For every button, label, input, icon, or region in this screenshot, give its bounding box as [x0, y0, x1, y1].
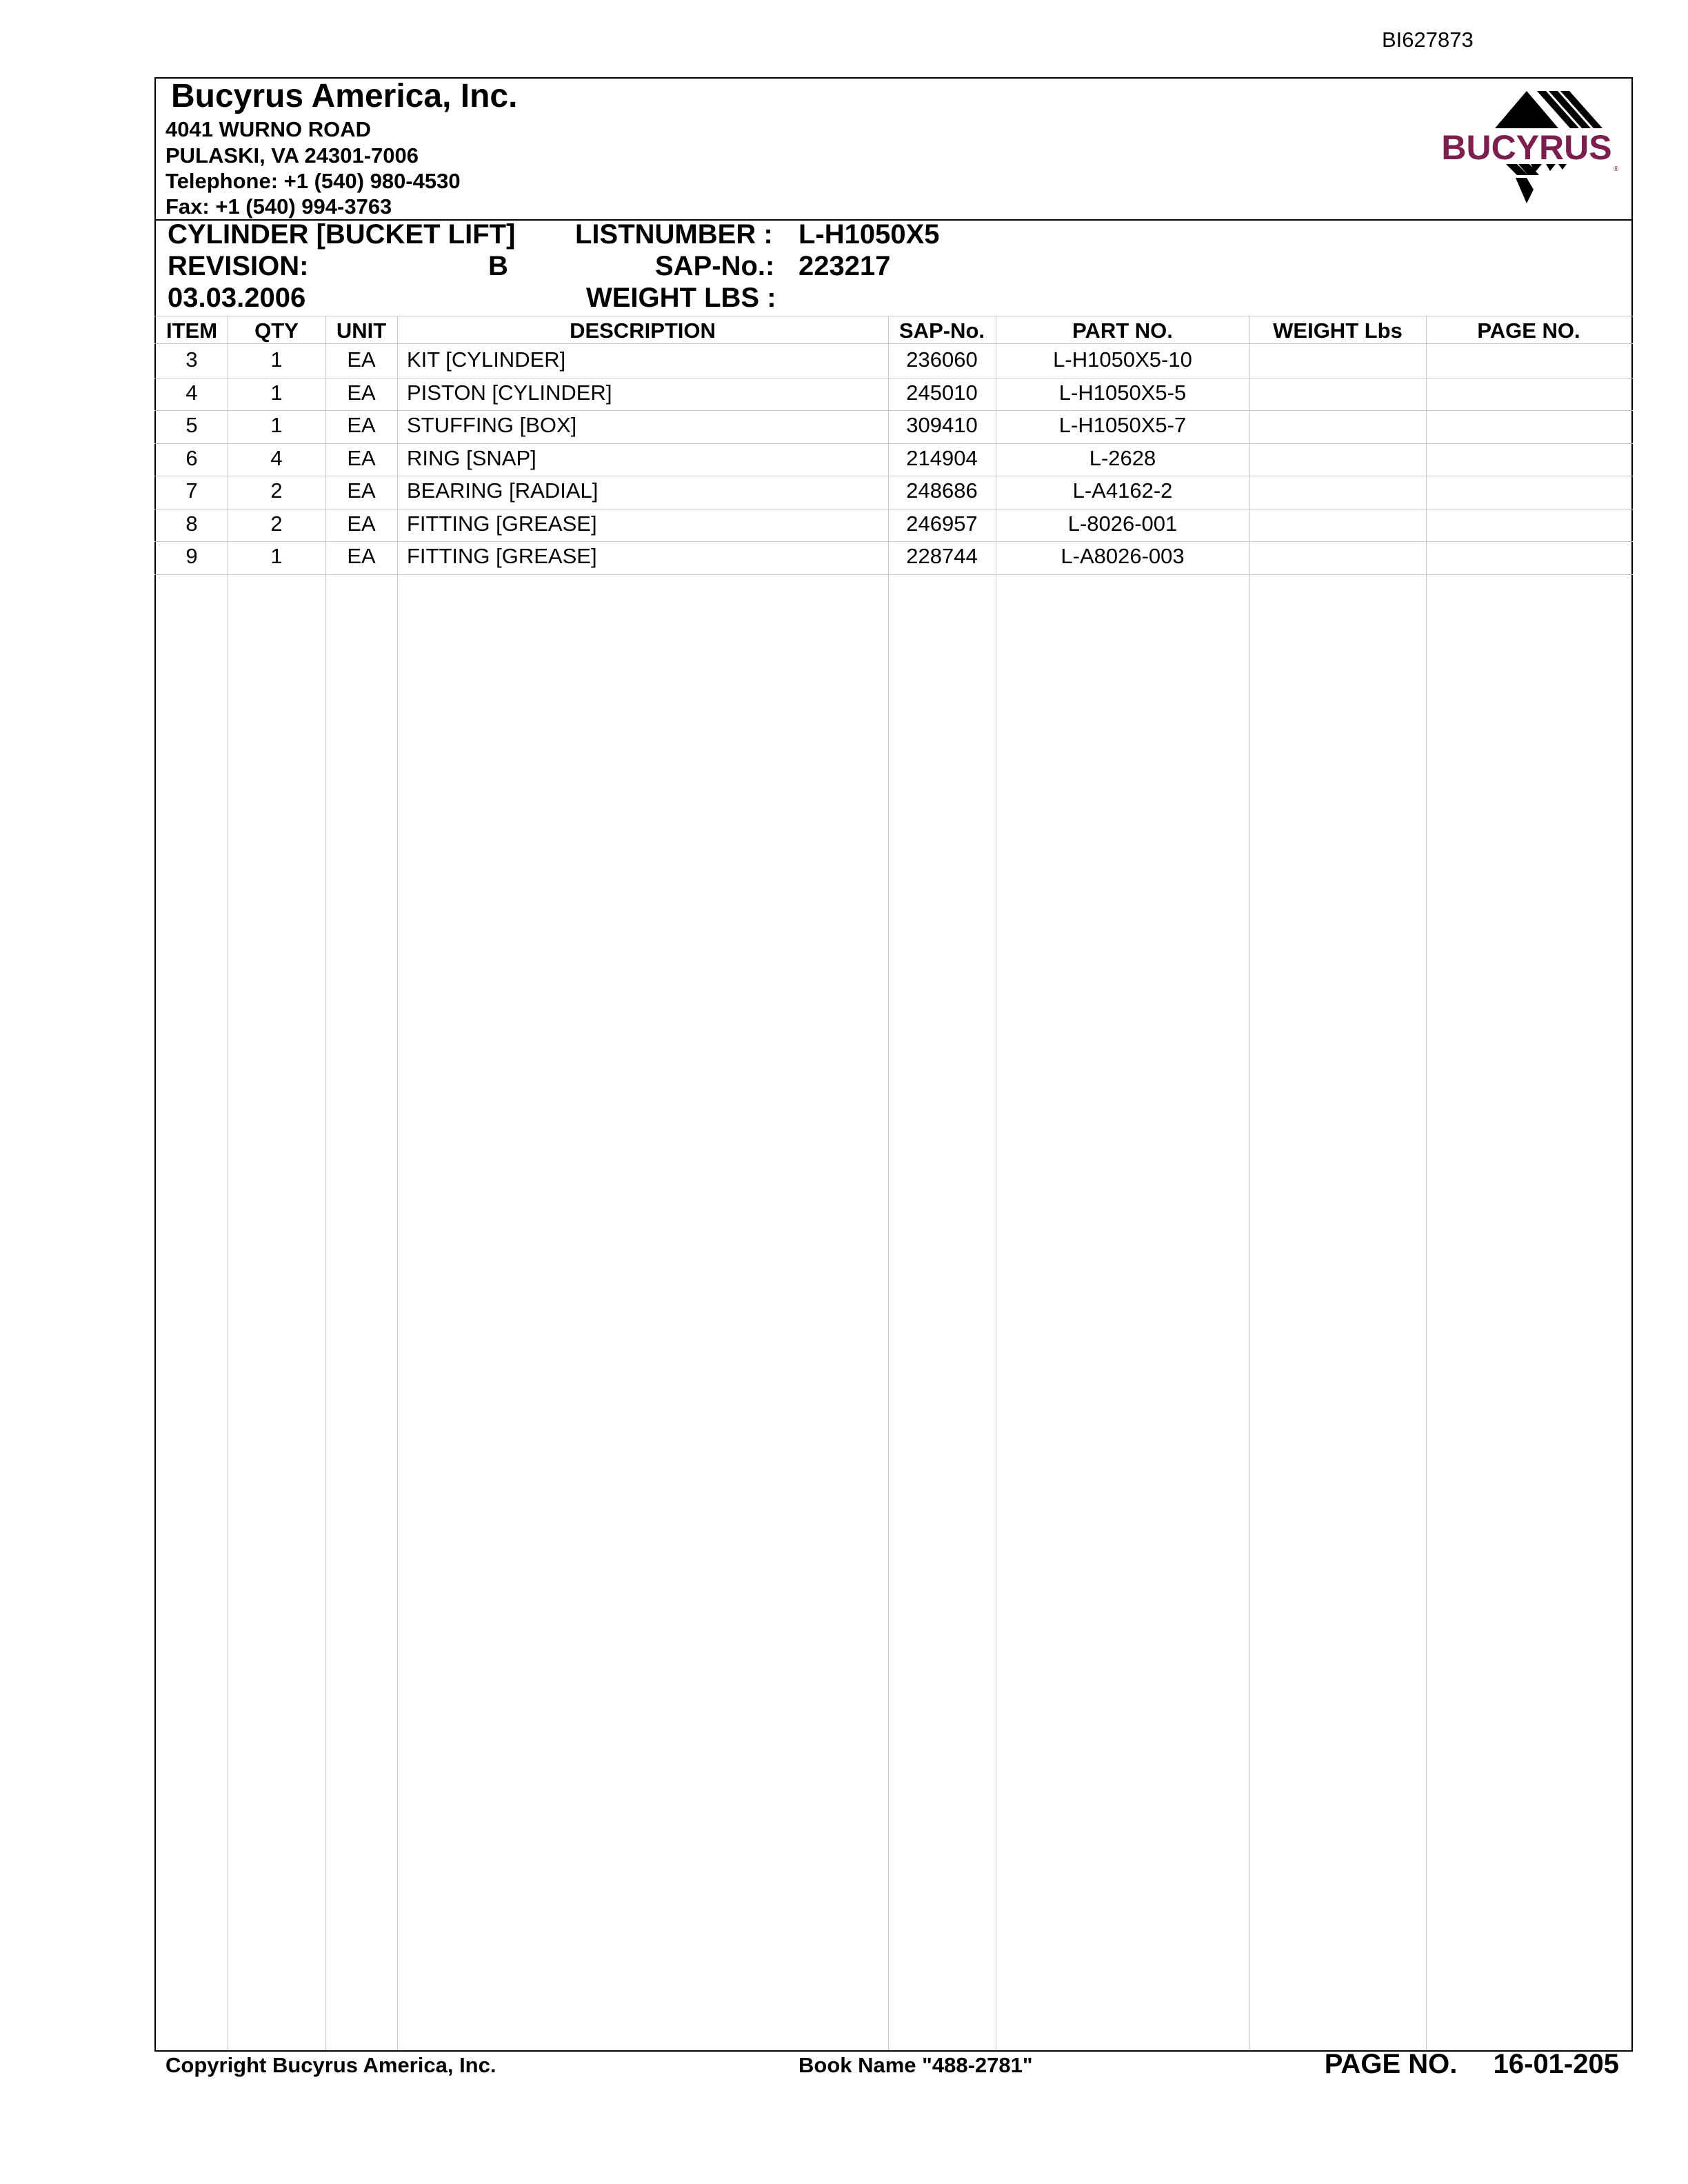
revision-value: B — [488, 251, 508, 281]
cell-qty: 1 — [270, 544, 283, 568]
cell-description: FITTING [GREASE] — [407, 544, 597, 568]
cell-description: PISTON [CYLINDER] — [407, 380, 612, 405]
cell-unit: EA — [347, 380, 376, 405]
cell-qty: 2 — [270, 478, 283, 503]
cell-page-no — [1426, 541, 1631, 572]
cell-part-no: L-A8026-003 — [1061, 544, 1185, 568]
listnumber-value: L-H1050X5 — [798, 219, 940, 250]
column-separator — [888, 316, 889, 2050]
cell-weight — [1249, 378, 1426, 408]
cell-part-no: L-H1050X5-5 — [1058, 380, 1187, 405]
document-id: BI627873 — [1382, 28, 1474, 52]
cell-item: 9 — [185, 544, 198, 568]
cell-weight — [1249, 410, 1426, 441]
cell-qty: 1 — [270, 347, 283, 372]
company-address-line2: PULASKI, VA 24301-7006 — [165, 143, 419, 168]
cell-description: RING [SNAP] — [407, 445, 536, 470]
page-number-label: PAGE NO. — [1324, 2049, 1458, 2079]
column-header-page-no: PAGE NO. — [1477, 318, 1580, 343]
bucyrus-logo — [1423, 90, 1630, 210]
column-separator — [397, 316, 398, 2050]
cell-weight — [1249, 345, 1426, 375]
assembly-title: CYLINDER [BUCKET LIFT] — [168, 219, 516, 250]
cell-qty: 1 — [270, 413, 283, 437]
cell-item: 7 — [185, 478, 198, 503]
svg-text:®: ® — [1614, 165, 1619, 173]
cell-sap-no: 214904 — [906, 445, 978, 470]
cell-sap-no: 245010 — [906, 380, 978, 405]
column-header-unit: UNIT — [336, 318, 387, 343]
cell-sap-no: 248686 — [906, 478, 978, 503]
cell-page-no — [1426, 509, 1631, 539]
cell-unit: EA — [347, 544, 376, 568]
cell-weight — [1249, 509, 1426, 539]
column-separator — [1426, 316, 1427, 2050]
cell-sap-no: 228744 — [906, 544, 978, 568]
company-fax: Fax: +1 (540) 994-3763 — [165, 194, 392, 219]
cell-weight — [1249, 541, 1426, 572]
cell-item: 3 — [185, 347, 198, 372]
column-header-sap-no: SAP-No. — [899, 318, 985, 343]
cell-sap-no: 236060 — [906, 347, 978, 372]
cell-weight — [1249, 476, 1426, 506]
copyright-notice: Copyright Bucyrus America, Inc. — [165, 2053, 496, 2077]
cell-part-no: L-2628 — [1089, 445, 1156, 470]
column-separator — [1249, 316, 1250, 2050]
column-header-description: DESCRIPTION — [570, 318, 716, 343]
company-address-line1: 4041 WURNO ROAD — [165, 117, 371, 141]
document-date: 03.03.2006 — [168, 283, 306, 313]
cell-unit: EA — [347, 478, 376, 503]
company-name: Bucyrus America, Inc. — [171, 78, 518, 114]
cell-unit: EA — [347, 347, 376, 372]
weight-label: WEIGHT LBS : — [586, 283, 776, 313]
cell-sap-no: 246957 — [906, 511, 978, 536]
cell-qty: 2 — [270, 511, 283, 536]
cell-unit: EA — [347, 511, 376, 536]
cell-description: KIT [CYLINDER] — [407, 347, 566, 372]
cell-item: 8 — [185, 511, 198, 536]
cell-item: 6 — [185, 445, 198, 470]
cell-item: 5 — [185, 413, 198, 437]
column-separator — [325, 316, 326, 2050]
company-telephone: Telephone: +1 (540) 980-4530 — [165, 169, 461, 193]
column-header-part-no: PART NO. — [1072, 318, 1173, 343]
cell-page-no — [1426, 443, 1631, 474]
cell-page-no — [1426, 476, 1631, 506]
cell-unit: EA — [347, 413, 376, 437]
column-header-item: ITEM — [165, 318, 218, 343]
table-header-bottom-line — [154, 343, 1633, 344]
cell-qty: 4 — [270, 445, 283, 470]
book-name: Book Name "488-2781" — [798, 2053, 1033, 2077]
column-header-qty: QTY — [254, 318, 299, 343]
cell-item: 4 — [185, 380, 198, 405]
sap-label: SAP-No.: — [655, 251, 775, 281]
cell-description: STUFFING [BOX] — [407, 413, 577, 437]
cell-qty: 1 — [270, 380, 283, 405]
revision-label: REVISION: — [168, 251, 309, 281]
page-number — [1325, 2049, 1619, 2080]
listnumber-label: LISTNUMBER : — [575, 219, 773, 250]
cell-part-no: L-A4162-2 — [1072, 478, 1173, 503]
cell-description: FITTING [GREASE] — [407, 511, 597, 536]
row-divider — [154, 574, 1633, 575]
cell-weight — [1249, 443, 1426, 474]
logo-wordmark: BUCYRUS — [1441, 128, 1612, 167]
cell-page-no — [1426, 378, 1631, 408]
cell-sap-no: 309410 — [906, 413, 978, 437]
cell-description: BEARING [RADIAL] — [407, 478, 599, 503]
cell-part-no: L-H1050X5-10 — [1053, 347, 1192, 372]
cell-part-no: L-8026-001 — [1067, 511, 1178, 536]
cell-unit: EA — [347, 445, 376, 470]
column-header-weight: WEIGHT Lbs — [1273, 318, 1403, 343]
sap-value: 223217 — [798, 251, 891, 281]
page-number-value: 16-01-205 — [1493, 2049, 1619, 2079]
cell-part-no: L-H1050X5-7 — [1058, 413, 1187, 437]
cell-page-no — [1426, 410, 1631, 441]
cell-page-no — [1426, 345, 1631, 375]
